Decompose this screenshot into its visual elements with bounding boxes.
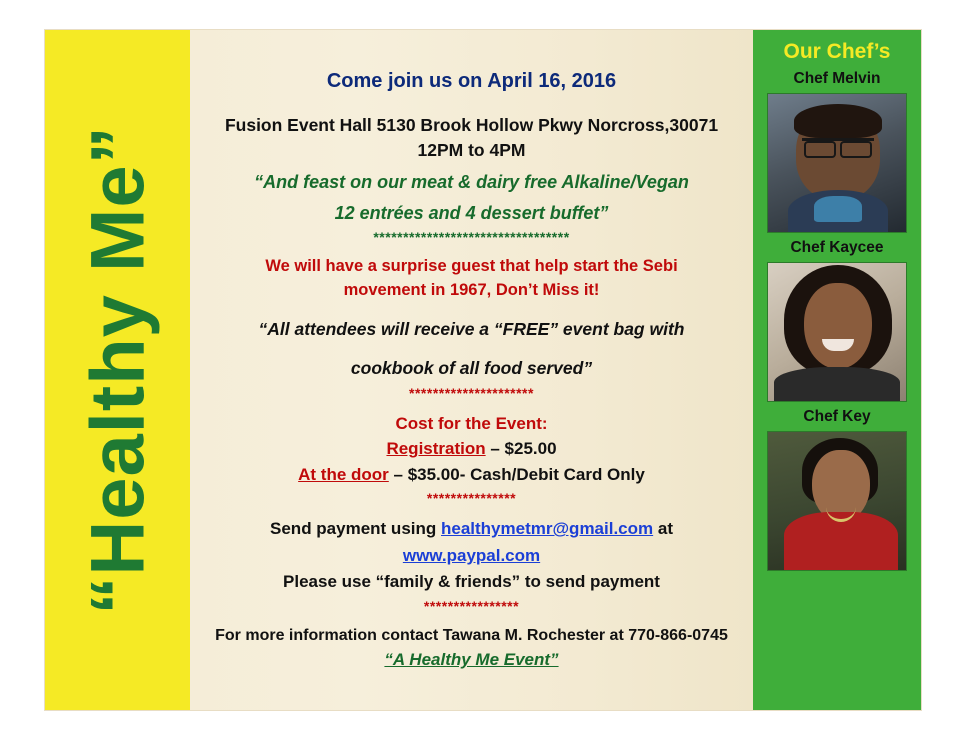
menu-quote-line1: “And feast on our meat & dairy free Alkaline/Vegan (254, 171, 689, 192)
chef-key-photo (767, 431, 907, 571)
chef-kaycee-photo (767, 262, 907, 402)
cost-registration-value: – $25.00 (485, 439, 557, 459)
payment-prefix: Send payment using (270, 519, 441, 539)
event-tagline: “A Healthy Me Event” (384, 650, 559, 670)
shoulders-shape (774, 367, 900, 401)
cost-at-door-value: – $35.00- Cash/Debit Card Only (388, 464, 645, 484)
flyer (45, 30, 921, 710)
cost-registration-label: Registration (386, 439, 486, 459)
chefs-panel-title: Our Chef’s (783, 40, 891, 63)
surprise-guest-line2: movement in 1967, Don’t Miss it! (343, 281, 600, 300)
divider-stars-2: ********************* (409, 384, 534, 401)
venue-address: Fusion Event Hall 5130 Brook Hollow Pkwy Norcross,30071 (224, 115, 719, 135)
payment-suffix: at (653, 519, 673, 539)
menu-quote-line2: 12 entrées and 4 dessert buffet” (334, 202, 609, 223)
free-bag-line2: cookbook of all food served” (350, 358, 593, 379)
side-banner-text: “Healthy Me” (75, 125, 160, 615)
glasses-icon (802, 138, 874, 155)
chef-melvin-photo (767, 93, 907, 233)
chef-name-1: Chef Melvin (793, 70, 881, 87)
event-time: 12PM to 4PM (417, 140, 526, 161)
cost-heading: Cost for the Event: (395, 413, 548, 433)
cost-at-door-label: At the door (298, 464, 389, 484)
hair-shape (794, 104, 882, 138)
cost-at-door (204, 462, 739, 488)
divider-stars-3: *************** (426, 490, 517, 507)
surprise-guest-line1: We will have a surprise guest that help start the Sebi (265, 257, 678, 276)
contact-info: For more information contact Tawana M. Rochester at 770-866-0745 (215, 627, 728, 645)
event-headline: Come join us on April 16, 2016 (326, 70, 617, 92)
side-banner (45, 30, 190, 710)
chefs-panel (753, 30, 921, 710)
free-bag-line1: “All attendees will receive a “FREE” event bag with (258, 318, 685, 339)
chef-name-2: Chef Kaycee (790, 239, 884, 256)
chef-name-3: Chef Key (803, 408, 871, 425)
divider-stars-4: **************** (423, 598, 520, 615)
payment-note: Please use “family & friends” to send payment (283, 571, 660, 591)
flyer-body (190, 30, 753, 710)
cost-registration (204, 436, 739, 462)
payment-instruction (204, 516, 739, 542)
face-shape (804, 283, 872, 369)
payment-site-line (204, 543, 739, 569)
divider-stars-1: ********************************* (373, 229, 570, 246)
paypal-link[interactable]: www.paypal.com (402, 545, 541, 565)
payment-email-link[interactable]: healthymetmr@gmail.com (441, 519, 654, 539)
scarf-shape (814, 196, 862, 222)
